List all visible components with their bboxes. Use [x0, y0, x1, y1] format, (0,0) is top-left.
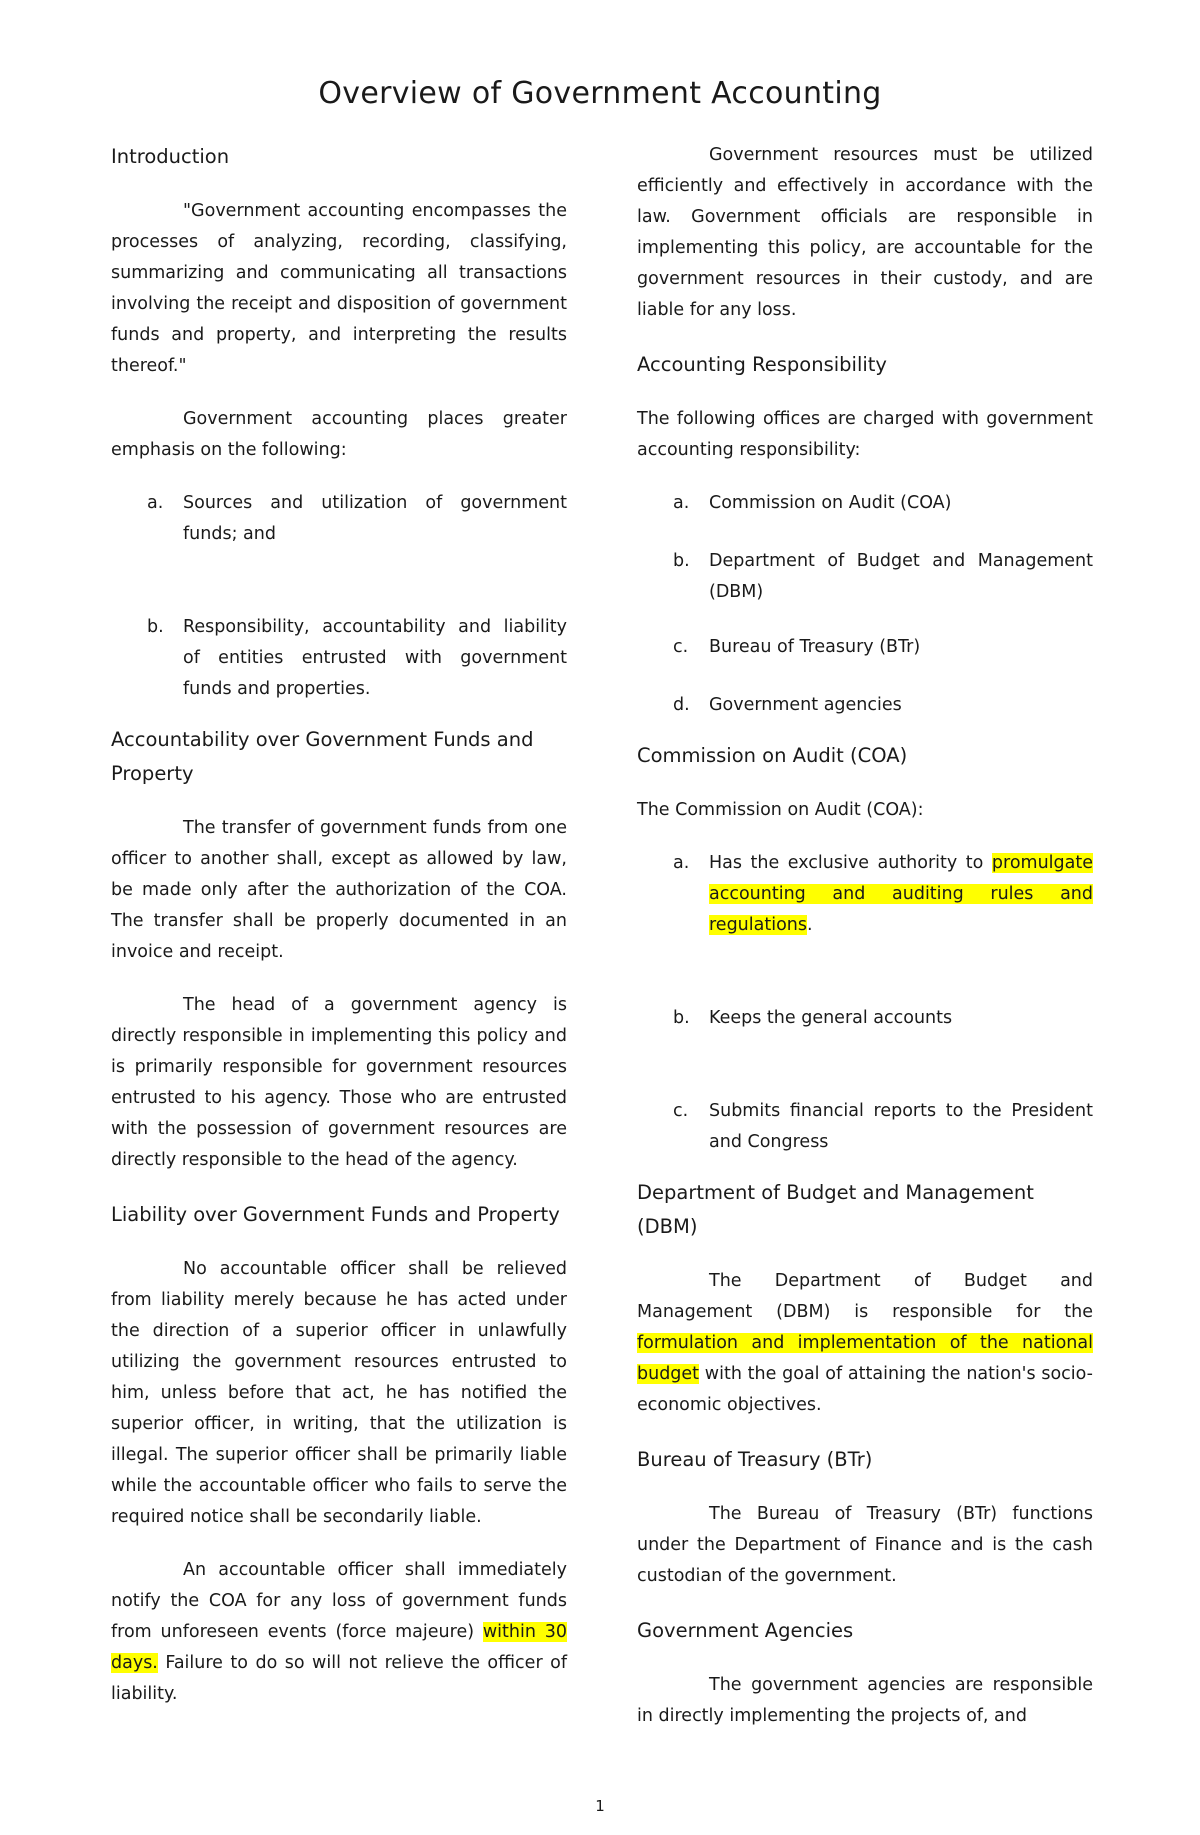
list-item-text: Government agencies [709, 695, 902, 715]
list-item-text: Bureau of Treasury (BTr) [709, 637, 921, 657]
list-item [111, 488, 567, 550]
accountability-paragraph-1: The transfer of government funds from one officer to another shall, except as allowed by law, be made only after the authorization of the COA. The transfer shall be properly documented in an invoice and receipt. [111, 818, 567, 962]
government-agencies-heading: Government Agencies [637, 1619, 854, 1642]
accountability-paragraph-2: The head of a government agency is directly responsible in implementing this policy and is primarily responsible for government resources entrusted to his agency. Those who are entrusted with the possession of government resources are directly responsible to the head of the agency. [111, 995, 567, 1170]
offices-list [637, 488, 1093, 721]
page-number: 1 [595, 1797, 605, 1815]
list-item [637, 690, 1093, 721]
introduction-quote: "Government accounting encompasses the processes of analyzing, recording, classifying, summarizing and communicating all transactions involving the receipt and disposition of government funds and property, and interpreting the results thereof." [111, 201, 567, 376]
emphasis-intro: Government accounting places greater emphasis on the following: [111, 409, 567, 460]
introduction-heading: Introduction [111, 145, 230, 168]
list-item [637, 546, 1093, 608]
highlighted-text: within 30 days. [111, 1622, 567, 1673]
dbm-text-after: with the goal of attaining the nation's socio-economic objectives. [637, 1364, 1093, 1415]
list-marker: a. [673, 493, 690, 513]
list-marker: a. [673, 853, 690, 873]
liability-text-after: Failure to do so will not relieve the officer of liability. [111, 1653, 567, 1704]
list-marker: d. [673, 695, 690, 715]
list-item [637, 632, 1093, 663]
accounting-responsibility-intro: The following offices are charged with government accounting responsibility: [637, 409, 1093, 460]
list-marker: b. [147, 617, 164, 637]
list-item-text: Responsibility, accountability and liability of entities entrusted with government funds and properties. [183, 617, 567, 699]
liability-text-before: An accountable officer shall immediately notify the COA for any loss of government funds from unforeseen events (force majeure) [111, 1560, 567, 1642]
coa-intro: The Commission on Audit (COA): [637, 800, 924, 820]
list-marker: b. [673, 1008, 690, 1028]
list-item [637, 1003, 1093, 1034]
list-item [637, 1096, 1093, 1158]
btr-paragraph: The Bureau of Treasury (BTr) functions under the Department of Finance and is the cash custodian of the government. [637, 1504, 1093, 1586]
highlighted-text: promulgate accounting and auditing rules and regulations [709, 853, 1093, 935]
list-marker: c. [673, 1101, 689, 1121]
accountability-heading: Accountability over Government Funds and Property [111, 728, 534, 785]
coa-a-before: Has the exclusive authority to [709, 853, 992, 873]
list-item-text: Sources and utilization of government funds; and [183, 493, 567, 544]
liability-paragraph-2 [111, 1555, 567, 1710]
coa-list [637, 848, 1093, 1158]
highlighted-text: formulation and implementation of the national budget [637, 1333, 1093, 1384]
left-column [111, 140, 567, 1732]
accounting-responsibility-heading: Accounting Responsibility [637, 353, 887, 376]
list-marker: a. [147, 493, 164, 513]
list-item-text: Commission on Audit (COA) [709, 493, 952, 513]
resources-paragraph: Government resources must be utilized efficiently and effectively in accordance with the law. Government officials are responsible in implementing this policy, are accountable for the government resources in their custody, and are liable for any loss. [637, 145, 1093, 320]
coa-heading: Commission on Audit (COA) [637, 744, 908, 767]
list-item-text: Keeps the general accounts [709, 1008, 953, 1028]
liability-heading: Liability over Government Funds and Property [111, 1203, 560, 1226]
coa-a-after: . [807, 915, 813, 935]
list-item-text: Submits financial reports to the President and Congress [709, 1101, 1093, 1152]
list-item [637, 848, 1093, 941]
list-marker: b. [673, 551, 690, 571]
liability-paragraph-1: No accountable officer shall be relieved from liability merely because he has acted under the direction of a superior officer in unlawfully utilizing the government resources entrusted to him, unless before that act, he has notified the superior officer, in writing, that the utilization is illegal. The superior officer shall be primarily liable while the accountable officer who fails to serve the required notice shall be secondarily liable. [111, 1259, 567, 1527]
list-item [637, 488, 1093, 519]
right-column [637, 140, 1093, 1754]
dbm-paragraph [637, 1266, 1093, 1421]
btr-heading: Bureau of Treasury (BTr) [637, 1448, 873, 1471]
list-item-text: Department of Budget and Management (DBM) [709, 551, 1093, 602]
dbm-heading: Department of Budget and Management (DBM) [637, 1181, 1034, 1238]
dbm-text-before: The Department of Budget and Management (DBM) is responsible for the [637, 1271, 1093, 1322]
list-marker: c. [673, 637, 689, 657]
government-agencies-paragraph: The government agencies are responsible in directly implementing the projects of, and [637, 1675, 1093, 1726]
list-item [111, 612, 567, 705]
document-title: Overview of Government Accounting [318, 76, 882, 111]
emphasis-list [111, 488, 567, 705]
